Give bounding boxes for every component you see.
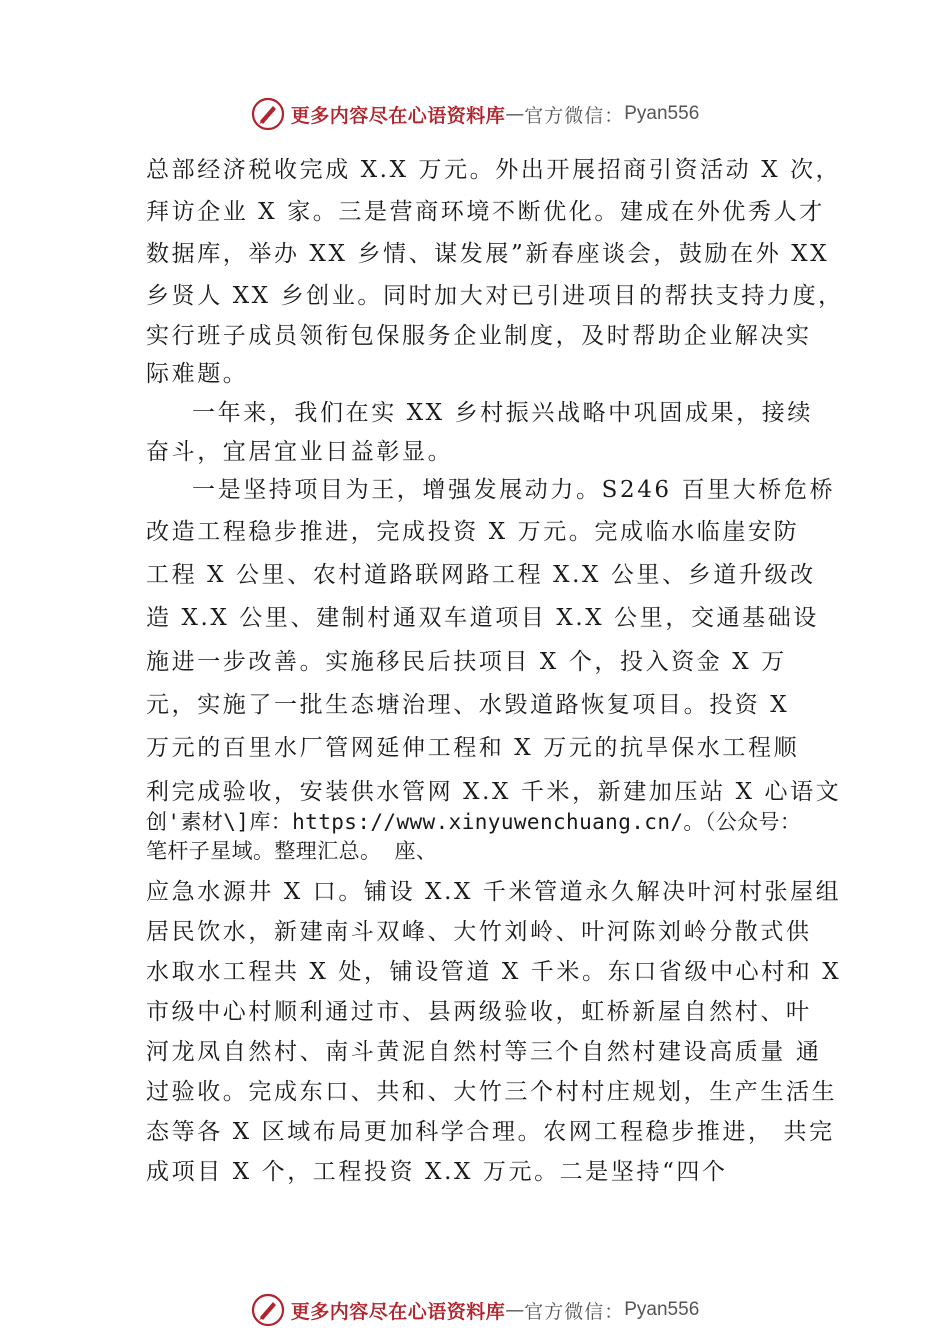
text-line: 工程 X 公里、农村道路联网路工程 X.X 公里、乡道升级改: [146, 562, 816, 588]
banner-label: 官方微信：: [524, 1300, 625, 1323]
text-line: 总部经济税收完成 X.X 万元。外出开展招商引资活动 X 次，: [146, 157, 842, 183]
text-line: 过验收。完成东口、共和、大竹三个村村庄规划，生产生活生: [146, 1079, 838, 1105]
text-line: 创'素材\]库：https://www.xinyuwenchuang.cn/。（公众号：: [146, 810, 802, 834]
text-line: 一年来，我们在实 XX 乡村振兴战略中巩固成果，接续: [192, 400, 813, 426]
text-line: 水取水工程共 X 处，铺设管道 X 千米。东口省级中心村和 X: [146, 959, 842, 985]
text-line: 际难题。: [146, 361, 249, 387]
text-line: 拜访企业 X 家。三是营商环境不断优化。建成在外优秀人才: [146, 199, 825, 225]
text-line: 实行班子成员领衔包保服务企业制度，及时帮助企业解决实: [146, 323, 812, 349]
banner-dash: —: [505, 1299, 525, 1321]
pen-logo-icon: [251, 1293, 285, 1327]
pen-logo-icon: [251, 97, 285, 131]
text-line: 态等各 X 区域布局更加科学合理。农网工程稳步推进， 共完: [146, 1119, 835, 1145]
banner-wechat-id: Pyan556: [624, 103, 700, 124]
text-line: 数据库，举办 XX 乡情、谋发展”新春座谈会，鼓励在外 XX: [146, 241, 830, 267]
text-line: 万元的百里水厂管网延伸工程和 X 万元的抗旱保水工程顺: [146, 735, 800, 761]
text-line: 奋斗，宜居宜业日益彰显。: [146, 439, 454, 465]
text-line: 利完成验收，安装供水管网 X.X 千米，新建加压站 X 心语文: [146, 779, 842, 805]
text-line: 居民饮水，新建南斗双峰、大竹刘岭、叶河陈刘岭分散式供: [146, 919, 812, 945]
banner-label: 官方微信：: [524, 104, 625, 127]
banner-site-name: 更多内容尽在心语资料库: [290, 104, 506, 127]
text-line: 造 X.X 公里、建制村通双车道项目 X.X 公里，交通基础设: [146, 605, 819, 631]
text-line: 一是坚持项目为王，增强发展动力。S246 百里大桥危桥: [192, 477, 836, 503]
text-line: 笔杆子星域。整理汇总。 座、: [146, 839, 438, 863]
text-line: 应急水源井 X 口。铺设 X.X 千米管道永久解决叶河村张屋组: [146, 879, 842, 905]
text-line: 改造工程稳步推进，完成投资 X 万元。完成临水临崖安防: [146, 519, 800, 545]
text-line: 河龙凤自然村、南斗黄泥自然村等三个自然村建设高质量 通: [146, 1039, 822, 1065]
banner-dash: —: [505, 103, 525, 125]
text-line: 乡贤人 XX 乡创业。同时加大对已引进项目的帮扶支持力度，: [146, 283, 844, 309]
banner-site-name: 更多内容尽在心语资料库: [290, 1300, 506, 1323]
text-line: 市级中心村顺利通过市、县两级验收，虹桥新屋自然村、叶: [146, 999, 812, 1025]
text-line: 元，实施了一批生态塘治理、水毁道路恢复项目。投资 X: [146, 692, 790, 718]
text-line: 施进一步改善。实施移民后扶项目 X 个，投入资金 X 万: [146, 649, 787, 675]
text-line: 成项目 X 个，工程投资 X.X 万元。二是坚持“四个: [146, 1159, 728, 1185]
footer-banner: [0, 1290, 950, 1330]
banner-wechat-id: Pyan556: [624, 1299, 700, 1320]
header-banner: [0, 94, 950, 134]
